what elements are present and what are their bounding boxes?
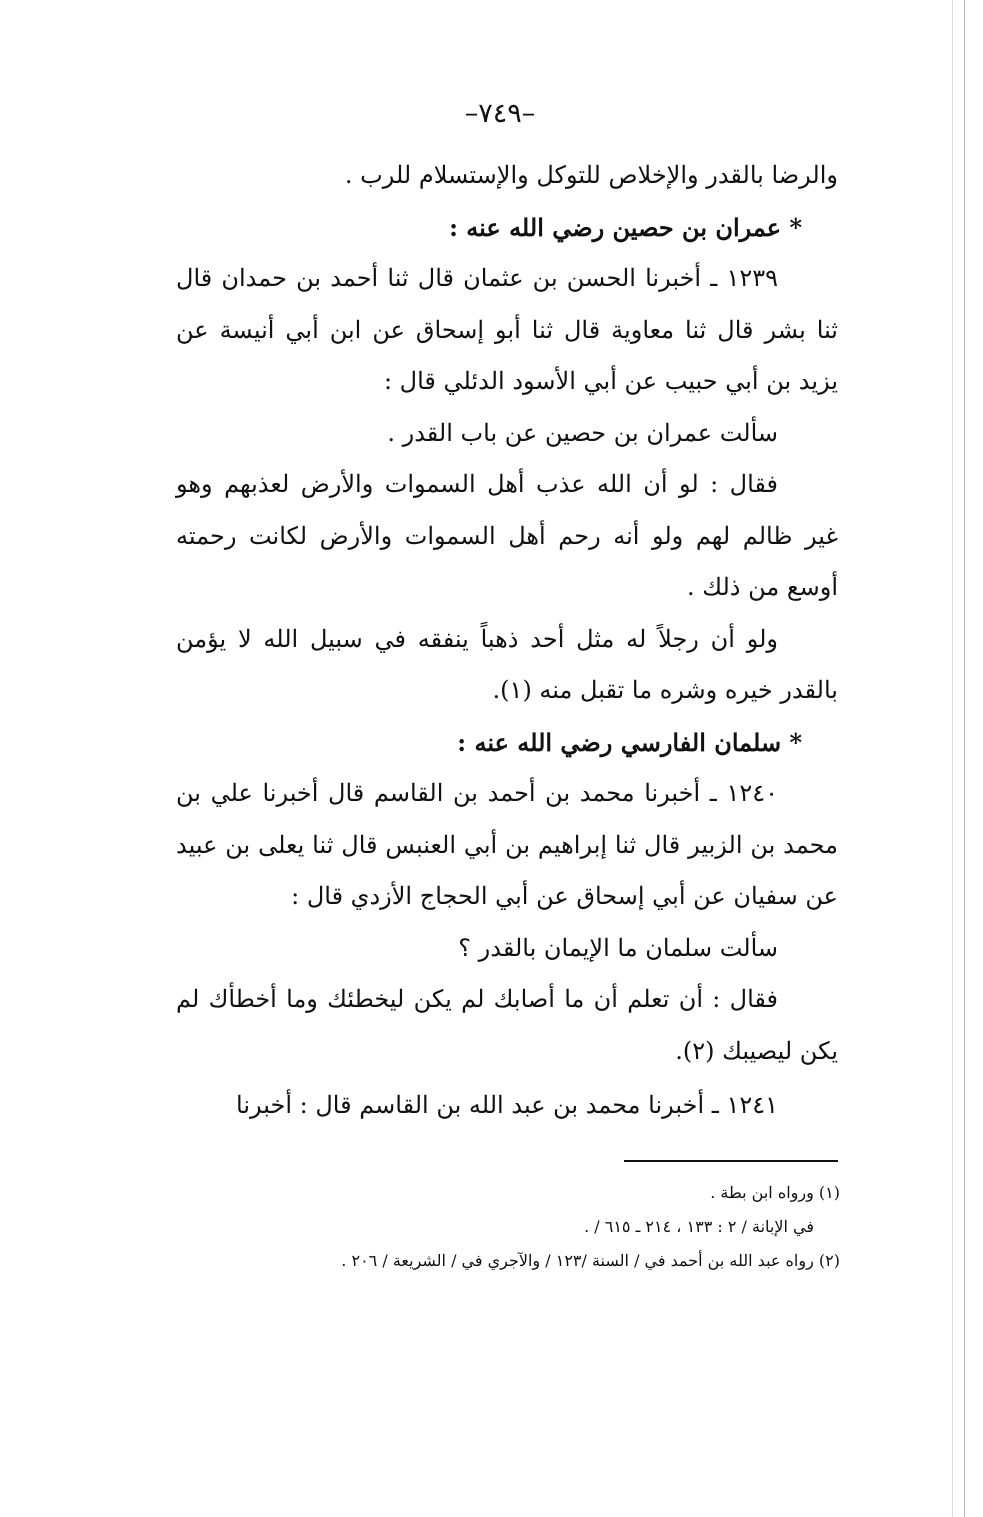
hadith-1240-question: سألت سلمان ما الإيمان بالقدر ؟ xyxy=(458,933,778,962)
paragraph-closing-line: والرضا بالقدر والإخلاص للتوكل والإستسلام للرب . xyxy=(344,161,838,189)
main-text xyxy=(176,150,838,1132)
footnote-divider xyxy=(624,1160,838,1162)
page-edge-line-inner xyxy=(952,0,953,1517)
footnote-1-continuation: في الإبانة / ٢ : ١٣٣ ، ٢١٤ ـ ٦١٥ / . xyxy=(584,1217,814,1236)
page-edge-line xyxy=(964,0,965,1517)
hadith-1240-answer: فقال : أن تعلم أن ما أصابك لم يكن ليخطئك وما أخطأك لم يكن ليصيبك (٢). xyxy=(176,985,838,1065)
hadith-1241-chain: ١٢٤١ ـ أخبرنا محمد بن عبد الله بن القاسم قال : أخبرنا xyxy=(236,1091,778,1119)
footnote-2: (٢) رواه عبد الله بن أحمد في / السنة /١٢٣ / والآجري في / الشريعة / ٢٠٦ . xyxy=(341,1251,840,1270)
hadith-1240-chain: ١٢٤٠ ـ أخبرنا محمد بن أحمد بن القاسم قال أخبرنا علي بن محمد بن الزبير قال ثنا إبراهيم بن أبي العنبس قال ثنا يعلى بن عبيد عن سفيان عن أبي إسحاق عن أبي الحجاج الأزدي قال : xyxy=(176,779,838,910)
hadith-1239-question: سألت عمران بن حصين عن باب القدر . xyxy=(387,418,778,447)
page-number: –٧٤٩– xyxy=(464,98,536,129)
footnote-1: (١) ورواه ابن بطة . xyxy=(710,1183,840,1202)
footnotes xyxy=(176,1176,840,1278)
hadith-1239-answer: فقال : لو أن الله عذب أهل السموات والأرض لعذبهم وهو غير ظالم لهم ولو أنه رحم أهل السموات والأرض لكانت رحمته أوسع من ذلك . xyxy=(176,470,838,601)
section-heading-imran: * عمران بن حصين رضي الله عنه : xyxy=(449,212,802,242)
hadith-1239-chain: ١٢٣٩ ـ أخبرنا الحسن بن عثمان قال ثنا أحمد بن حمدان قال ثنا بشر قال ثنا معاوية قال ثنا أبو إسحاق عن ابن أبي أنيسة عن يزيد بن أبي حبيب عن أبي الأسود الدئلي قال : xyxy=(176,264,838,395)
hadith-1239-continuation: ولو أن رجلاً له مثل أحد ذهباً ينفقه في سبيل الله لا يؤمن بالقدر خيره وشره ما تقبل منه (١). xyxy=(176,624,838,704)
section-heading-salman: * سلمان الفارسي رضي الله عنه : xyxy=(457,727,802,757)
